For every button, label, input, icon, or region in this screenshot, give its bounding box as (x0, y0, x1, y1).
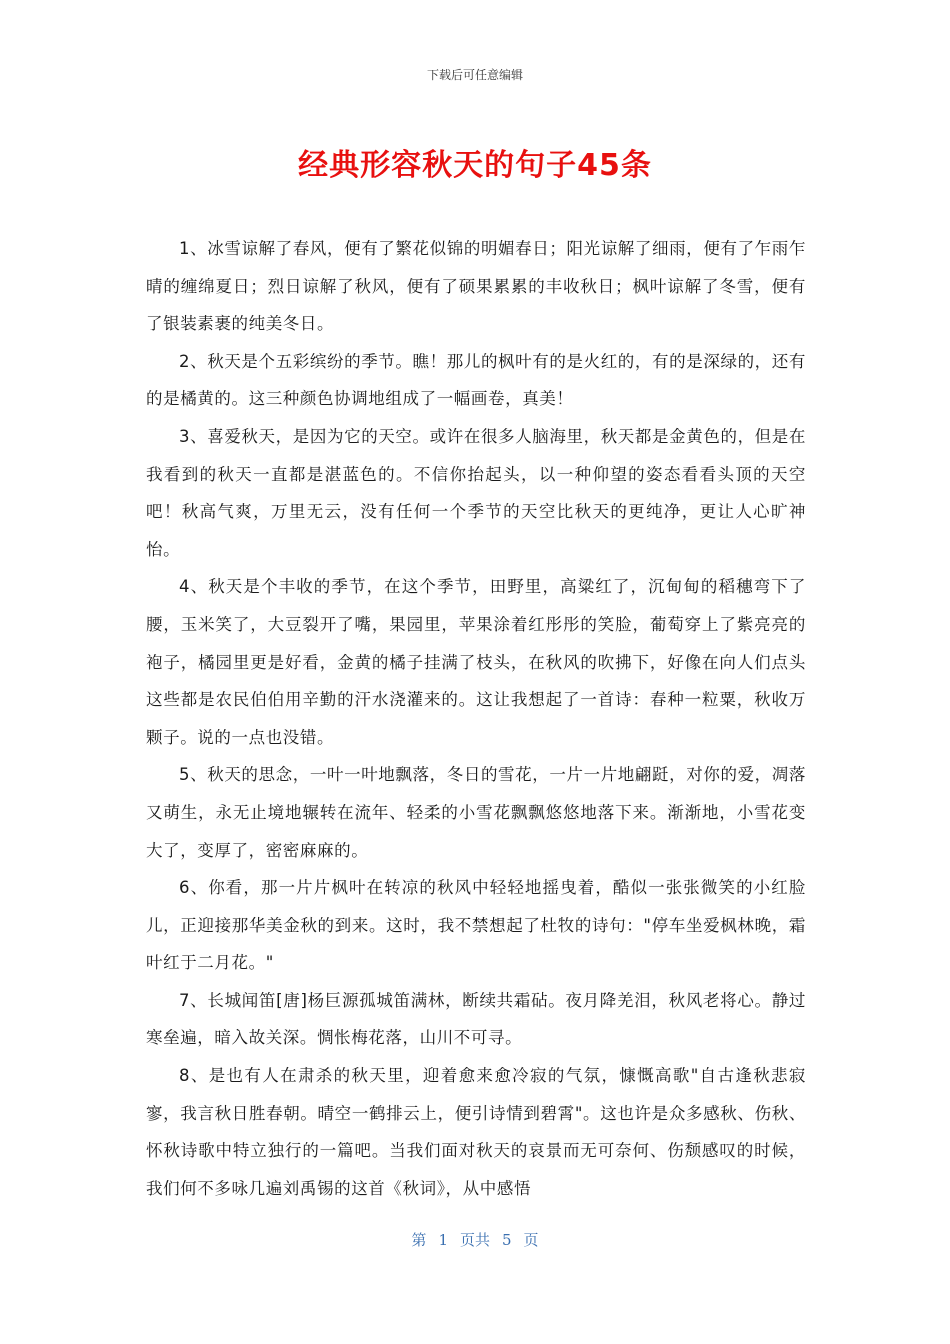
header-note: 下载后可任意编辑 (426, 68, 523, 82)
paragraph-7: 7、长城闻笛[唐]杨巨源孤城笛满林，断续共霜砧。夜月降羌泪，秋风老将心。静过寒垒遍，暗入故关深。惆怅梅花落，山川不可寻。 (146, 990, 806, 1048)
total-pages: 5 (502, 1231, 512, 1249)
page-footer (0, 1229, 950, 1250)
paragraph-3: 3、喜爱秋天，是因为它的天空。或许在很多人脑海里，秋天都是金黄色的，但是在我看到的秋天一直都是湛蓝色的。不信你抬起头，以一种仰望的姿态看看头顶的天空吧！秋高气爽，万里无云，没有任何一个季节的天空比秋天的更纯净，更让人心旷神怡。 (146, 426, 806, 559)
page-number: 1 (438, 1231, 448, 1249)
document-body (146, 230, 806, 1207)
page-prefix: 第 (411, 1231, 427, 1249)
paragraph-2: 2、秋天是个五彩缤纷的季节。瞧！那儿的枫叶有的是火红的，有的是深绿的，还有的是橘黄的。这三种颜色协调地组成了一幅画卷，真美！ (146, 351, 806, 409)
paragraph-5: 5、秋天的思念，一叶一叶地飘落，冬日的雪花，一片一片地翩跹，对你的爱，凋落又萌生，永无止境地辗转在流年、轻柔的小雪花飘飘悠悠地落下来。渐渐地，小雪花变大了，变厚了，密密麻麻的。 (146, 765, 806, 860)
page-mid: 页共 (459, 1231, 490, 1249)
document-title: 经典形容秋天的句子45条 (298, 148, 652, 183)
paragraph-4: 4、秋天是个丰收的季节，在这个季节，田野里，高粱红了，沉甸甸的稻穗弯下了腰，玉米笑了，大豆裂开了嘴，果园里，苹果涂着红彤彤的笑脸，葡萄穿上了紫亮亮的袍子，橘园里更是好看，金黄的橘子挂满了枝头，在秋风的吹拂下，好像在向人们点头这些都是农民伯伯用辛勤的汗水浇灌来的。这让我想起了一首诗：春种一粒粟，秋收万颗子。说的一点也没错。 (146, 577, 806, 747)
paragraph-1: 1、冰雪谅解了春风，便有了繁花似锦的明媚春日；阳光谅解了细雨，便有了乍雨乍晴的缠绵夏日；烈日谅解了秋风，便有了硕果累累的丰收秋日；枫叶谅解了冬雪，便有了银装素裹的纯美冬日。 (146, 239, 806, 334)
paragraph-8: 8、是也有人在肃杀的秋天里，迎着愈来愈冷寂的气氛，慷慨高歌"自古逢秋悲寂寥，我言秋日胜春朝。晴空一鹤排云上，便引诗情到碧霄"。这也许是众多感秋、伤秋、怀秋诗歌中特立独行的一篇吧。当我们面对秋天的哀景而无可奈何、伤颓感叹的时候，我们何不多咏几遍刘禹锡的这首《秋词》，从中感悟 (146, 1066, 806, 1198)
paragraph-6: 6、你看，那一片片枫叶在转凉的秋风中轻轻地摇曳着，酷似一张张微笑的小红脸儿，正迎接那华美金秋的到来。这时，我不禁想起了杜牧的诗句："停车坐爱枫林晚，霜叶红于二月花。" (146, 878, 806, 973)
page-suffix: 页 (523, 1231, 539, 1249)
